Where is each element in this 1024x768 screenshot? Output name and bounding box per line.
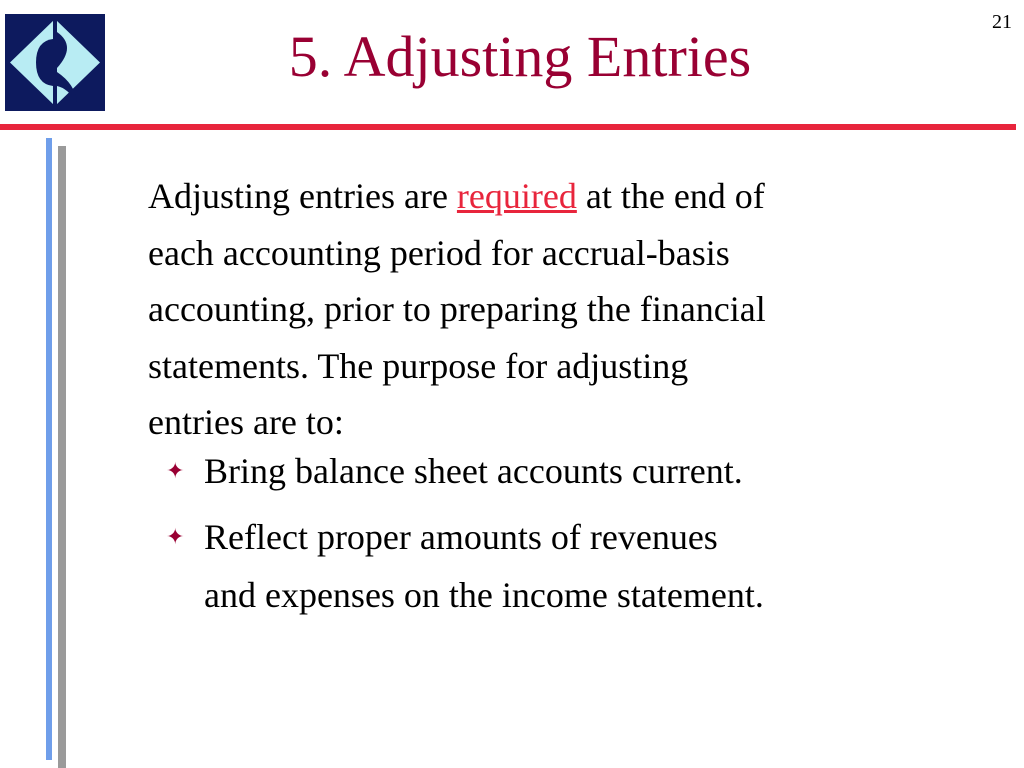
- paragraph-line: accounting, prior to preparing the financial: [148, 289, 766, 329]
- slide-title: 5. Adjusting Entries: [288, 24, 752, 89]
- intro-paragraph: [148, 168, 948, 451]
- paragraph-text: at the end of: [576, 176, 765, 216]
- bullet-list: [166, 442, 986, 624]
- paragraph-line: entries are to:: [148, 402, 344, 442]
- paragraph-line: [148, 168, 948, 225]
- left-accent-bar-blue: [46, 138, 52, 760]
- bullet-text: Bring balance sheet accounts current.: [204, 451, 743, 491]
- paragraph-line: statements. The purpose for adjusting: [148, 345, 689, 386]
- emphasis-required: required: [456, 176, 577, 216]
- bullet-text: and expenses on the income statement.: [204, 575, 764, 615]
- bullet-item: [166, 508, 986, 624]
- page-number: 21: [992, 11, 1012, 33]
- left-accent-bar-gray: [58, 146, 66, 768]
- bullet-text: Reflect proper amounts of revenues: [204, 517, 718, 557]
- paragraph-line: each accounting period for accrual-basis: [148, 232, 730, 273]
- star-bullet-icon: ✦: [166, 459, 185, 484]
- star-bullet-icon: ✦: [166, 525, 185, 550]
- bullet-item: [166, 442, 986, 500]
- paragraph-text: Adjusting entries are: [148, 176, 457, 216]
- title-divider: [0, 124, 1016, 130]
